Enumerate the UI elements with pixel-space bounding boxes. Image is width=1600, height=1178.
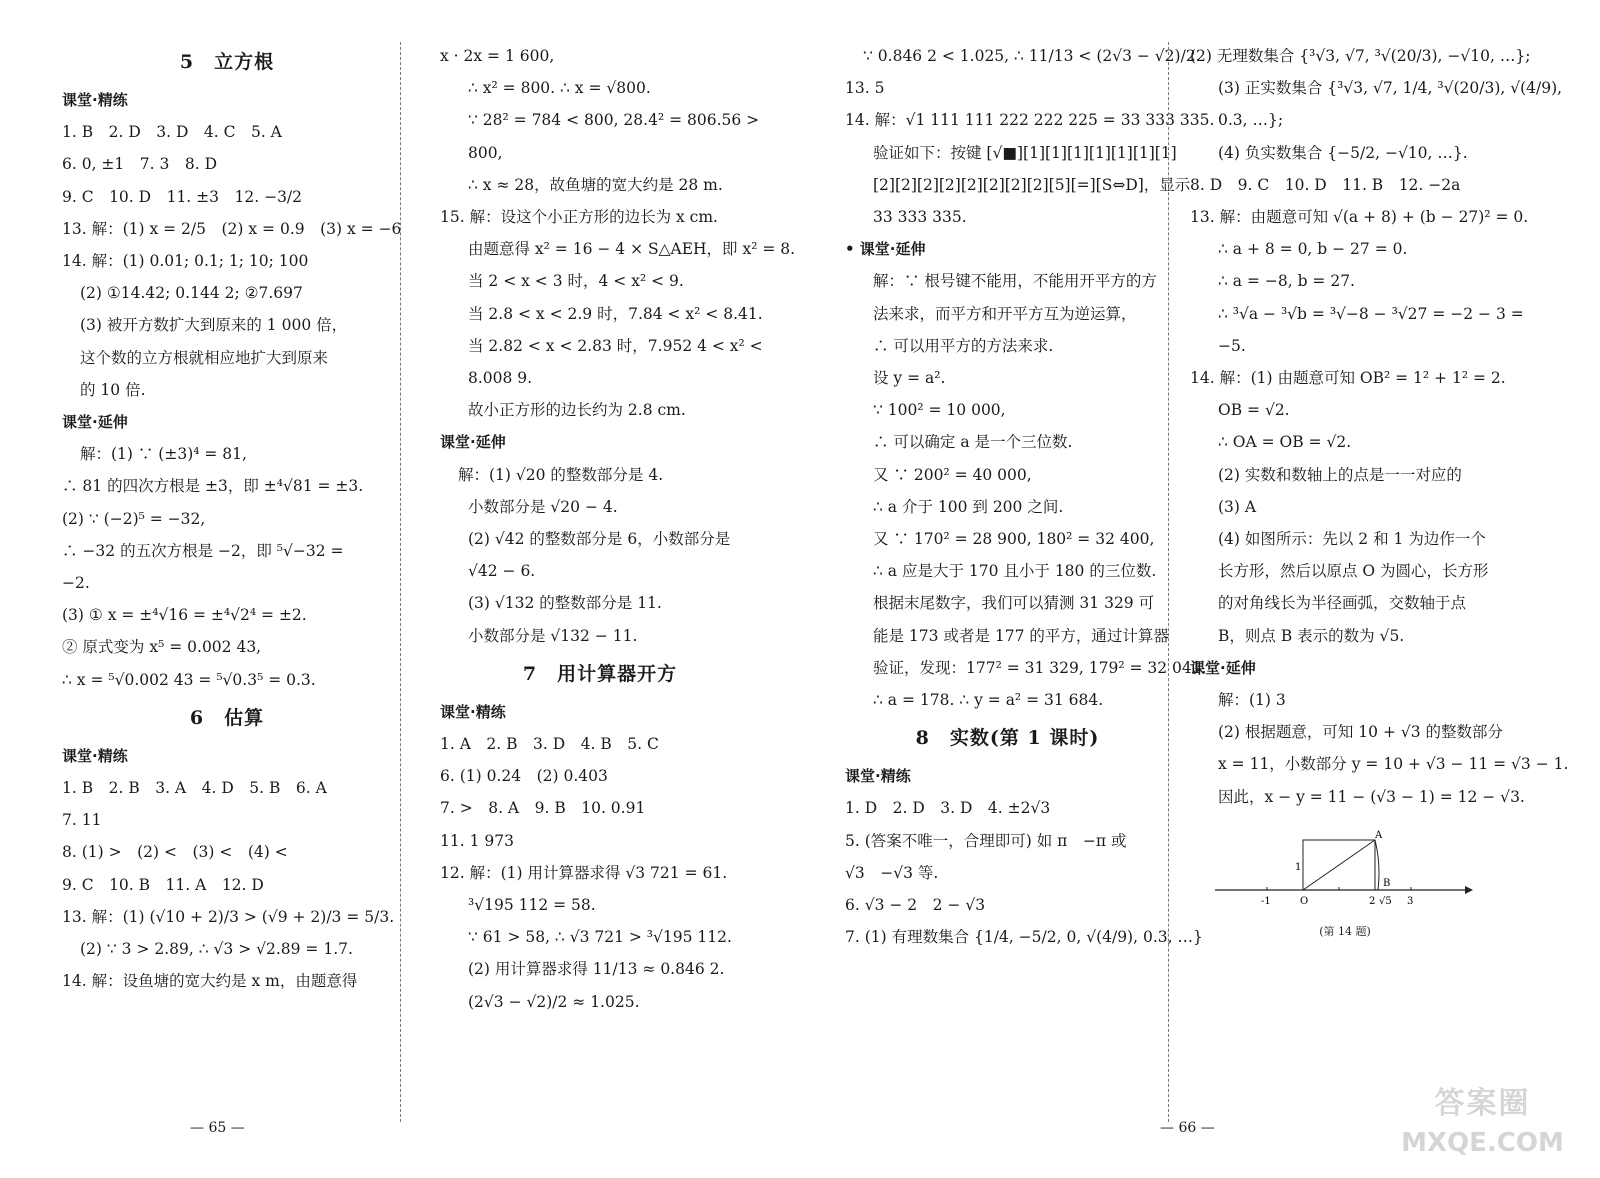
text-line: ∴ a = −8, b = 27. xyxy=(1218,272,1355,291)
text-line: ∴ OA = OB = √2. xyxy=(1218,433,1352,452)
dashed-divider-right xyxy=(1168,42,1169,1122)
label-2: 2 xyxy=(1369,896,1376,907)
text-line: 13. 解：(1) x = 2/5 (2) x = 0.9 (3) x = −6 xyxy=(62,219,402,238)
column-2 xyxy=(440,40,796,1018)
label-O: O xyxy=(1300,896,1309,907)
text-line: 验证如下：按键 [√■][1][1][1][1][1][1][1] xyxy=(873,143,1177,162)
text-line: 7. 11 xyxy=(62,811,102,830)
text-line: 0.3, …}; xyxy=(1218,111,1284,130)
text-line: ∴ a + 8 = 0, b − 27 = 0. xyxy=(1218,240,1408,259)
section-title: 5 立方根 xyxy=(179,51,275,73)
text-line: 8.008 9. xyxy=(468,369,533,388)
text-line: 小数部分是 √132 − 11. xyxy=(468,626,638,645)
label-A: A xyxy=(1375,830,1383,841)
subsection-heading: 课堂·精练 xyxy=(62,746,128,765)
text-line: 小数部分是 √20 − 4. xyxy=(468,497,618,516)
text-line: 的对角线长为半径画弧，交数轴于点 xyxy=(1218,594,1467,613)
text-line: 6. (1) 0.24 (2) 0.403 xyxy=(440,767,608,786)
text-line: ∴ 81 的四次方根是 ±3，即 ±⁴√81 = ±3. xyxy=(62,477,364,496)
number-line-figure xyxy=(1215,832,1475,942)
text-line: 13. 解：(1) (√10 + 2)/3 > (√9 + 2)/3 = 5/3. xyxy=(62,907,395,926)
text-line: 9. C 10. B 11. A 12. D xyxy=(62,875,264,894)
text-line: 又 ∵ 200² = 40 000, xyxy=(873,465,1032,484)
number-line-svg xyxy=(1215,832,1475,924)
text-line: 的 10 倍. xyxy=(80,380,146,399)
text-line: ∵ 61 > 58, ∴ √3 721 > ³√195 112. xyxy=(468,928,732,947)
text-line: (4) 如图所示：先以 2 和 1 为边作一个 xyxy=(1218,530,1486,549)
text-line: √3 −√3 等. xyxy=(845,863,939,882)
text-line: 6. √3 − 2 2 − √3 xyxy=(845,896,986,915)
text-line: (2) 根据题意，可知 10 + √3 的整数部分 xyxy=(1218,723,1504,742)
text-line: ∴ a = 178. ∴ y = a² = 31 684. xyxy=(873,691,1104,710)
section-title: 6 估算 xyxy=(189,706,265,729)
text-line: ② 原式变为 x⁵ = 0.002 43, xyxy=(62,638,262,657)
text-line: ∴ x = ⁵√0.002 43 = ⁵√0.3⁵ = 0.3. xyxy=(62,670,316,689)
section-title: 7 用计算器开方 xyxy=(522,662,678,685)
column-4 xyxy=(1190,40,1569,813)
text-line: 8. (1) > (2) < (3) < (4) < xyxy=(62,843,288,862)
text-line: (2) ∵ 3 > 2.89, ∴ √3 > √2.89 = 1.7. xyxy=(80,940,353,959)
text-line: (2) 用计算器求得 11/13 ≈ 0.846 2. xyxy=(468,960,725,979)
text-line: ∴ ³√a − ³√b = ³√−8 − ³√27 = −2 − 3 = xyxy=(1218,304,1524,323)
text-line: ∴ x ≈ 28，故鱼塘的宽大约是 28 m. xyxy=(468,175,723,194)
text-line: 15. 解：设这个小正方形的边长为 x cm. xyxy=(440,208,718,227)
text-line: 1. B 2. B 3. A 4. D 5. B 6. A xyxy=(62,779,327,798)
subsection-heading: 课堂·精练 xyxy=(845,767,911,786)
text-line: (2) ∵ (−2)⁵ = −32, xyxy=(62,509,206,528)
subsection-heading: 课堂·精练 xyxy=(440,702,506,721)
text-line: 11. 1 973 xyxy=(440,831,514,850)
text-line: OB = √2. xyxy=(1218,401,1290,420)
text-line: 13. 解：由题意可知 √(a + 8) + (b − 27)² = 0. xyxy=(1190,208,1529,227)
text-line: 12. 解：(1) 用计算器求得 √3 721 = 61. xyxy=(440,863,728,882)
subsection-heading: 课堂·延伸 xyxy=(62,413,128,432)
watermark-logo xyxy=(1395,1082,1570,1172)
subsection-heading: 课堂·延伸 xyxy=(440,433,506,452)
text-line: 6. 0, ±1 7. 3 8. D xyxy=(62,155,218,174)
text-line: 验证，发现：177² = 31 329, 179² = 32 041. xyxy=(873,658,1207,677)
dashed-divider-left xyxy=(400,42,401,1122)
text-line: 设 y = a². xyxy=(873,369,946,388)
text-line: ∵ 28² = 784 < 800, 28.4² = 806.56 > xyxy=(468,111,760,130)
text-line: 14. 解：设鱼塘的宽大约是 x m，由题意得 xyxy=(62,972,358,991)
text-line: 5. (答案不唯一，合理即可) 如 π −π 或 xyxy=(845,831,1127,850)
text-line: (3) 正实数集合 {³√3, √7, 1/4, ³√(20/3), √(4/9), xyxy=(1218,79,1563,98)
text-line: 当 2.82 < x < 2.83 时，7.952 4 < x² < xyxy=(468,336,763,355)
text-line: 故小正方形的边长约为 2.8 cm. xyxy=(468,401,686,420)
text-line: ∴ 可以用平方的方法来求. xyxy=(873,336,1054,355)
text-line: [2][2][2][2][2][2][2][2][5][=][S⇔D]，显示 xyxy=(873,175,1191,194)
label-sqrt5: √5 xyxy=(1379,896,1392,907)
text-line: 1. B 2. D 3. D 4. C 5. A xyxy=(62,123,282,142)
watermark-text: 答案圈 xyxy=(1434,1086,1531,1121)
text-line: 7. > 8. A 9. B 10. 0.91 xyxy=(440,799,646,818)
text-line: ∴ a 介于 100 到 200 之间. xyxy=(873,497,1064,516)
text-line: 33 333 335. xyxy=(873,208,967,227)
text-line: (3) ① x = ±⁴√16 = ±⁴√2⁴ = ±2. xyxy=(62,606,307,625)
page-number-right: — 66 — xyxy=(1160,1120,1215,1136)
text-line: 解：(1) √20 的整数部分是 4. xyxy=(458,465,664,484)
text-line: ∴ a 应是大于 170 且小于 180 的三位数. xyxy=(873,562,1157,581)
text-line: 14. 解：(1) 由题意可知 OB² = 1² + 1² = 2. xyxy=(1190,369,1506,388)
text-line: ∴ 可以确定 a 是一个三位数. xyxy=(873,433,1073,452)
text-line: 9. C 10. D 11. ±3 12. −3/2 xyxy=(62,187,303,206)
watermark-url: MXQE.COM xyxy=(1401,1128,1564,1158)
text-line: (2) ①14.42; 0.144 2; ②7.697 xyxy=(80,284,303,303)
text-line: x · 2x = 1 600, xyxy=(440,47,555,65)
text-line: ∴ x² = 800. ∴ x = √800. xyxy=(468,79,651,98)
text-line: (3) A xyxy=(1218,497,1257,516)
text-line: (2) √42 的整数部分是 6，小数部分是 xyxy=(468,530,731,549)
text-line: 当 2 < x < 3 时，4 < x² < 9. xyxy=(468,272,684,291)
text-line: 1. D 2. D 3. D 4. ±2√3 xyxy=(845,799,1051,818)
text-line: 解：∵ 根号键不能用，不能用开平方的方 xyxy=(873,272,1157,291)
text-line: (3) √132 的整数部分是 11. xyxy=(468,594,662,613)
text-line: −5. xyxy=(1218,336,1246,355)
text-line: 由题意得 x² = 16 − 4 × S△AEH，即 x² = 8. xyxy=(468,240,796,259)
text-line: x = 11，小数部分 y = 10 + √3 − 11 = √3 − 1. xyxy=(1218,755,1569,774)
section-title: 8 实数(第 1 课时) xyxy=(915,727,1100,750)
text-line: 这个数的立方根就相应地扩大到原来 xyxy=(80,348,329,367)
text-line: 解：(1) ∵ (±3)⁴ = 81, xyxy=(80,445,247,464)
text-line: ∵ 0.846 2 < 1.025, ∴ 11/13 < (2√3 − √2)/2. xyxy=(863,47,1201,65)
text-line: 13. 5 xyxy=(845,79,885,98)
text-line: (2) 实数和数轴上的点是一一对应的 xyxy=(1218,465,1462,484)
text-line: (2√3 − √2)/2 ≈ 1.025. xyxy=(468,992,640,1011)
label-minus1: -1 xyxy=(1261,896,1271,907)
text-line: 14. 解：√1 111 111 222 222 225 = 33 333 335. xyxy=(845,111,1215,130)
text-line: 解：(1) 3 xyxy=(1218,691,1286,710)
label-B: B xyxy=(1383,878,1391,889)
subsection-heading: 课堂·延伸 xyxy=(1190,658,1256,677)
text-line: 800, xyxy=(468,143,503,162)
figure-caption: (第 14 题) xyxy=(1319,925,1371,938)
text-line: B，则点 B 表示的数为 √5. xyxy=(1218,626,1405,645)
text-line: 1. A 2. B 3. D 4. B 5. C xyxy=(440,735,659,754)
subsection-heading: 课堂·精练 xyxy=(62,91,128,109)
text-line: ∵ 100² = 10 000, xyxy=(873,401,1006,420)
text-line: 当 2.8 < x < 2.9 时，7.84 < x² < 8.41. xyxy=(468,304,763,323)
column-3 xyxy=(845,40,1215,953)
text-line: ∴ −32 的五次方根是 −2，即 ⁵√−32 = xyxy=(62,541,344,560)
page-number-left: — 65 — xyxy=(190,1120,245,1136)
text-line: (3) 被开方数扩大到原来的 1 000 倍， xyxy=(80,316,348,335)
text-line: 8. D 9. C 10. D 11. B 12. −2a xyxy=(1190,175,1461,194)
label-1: 1 xyxy=(1295,862,1302,873)
text-line: (2) 无理数集合 {³√3, √7, ³√(20/3), −√10, …}; xyxy=(1190,47,1531,65)
text-line: 因此，x − y = 11 − (√3 − 1) = 12 − √3. xyxy=(1218,787,1525,806)
text-line: 根据末尾数字，我们可以猜测 31 329 可 xyxy=(873,594,1155,613)
subsection-heading: • 课堂·延伸 xyxy=(845,240,926,259)
text-line: 能是 173 或者是 177 的平方，通过计算器 xyxy=(873,626,1169,645)
text-line: ³√195 112 = 58. xyxy=(468,896,596,915)
label-3: 3 xyxy=(1407,896,1414,907)
text-line: 又 ∵ 170² = 28 900, 180² = 32 400, xyxy=(873,530,1155,549)
text-line: 法来求，而平方和开平方互为逆运算， xyxy=(873,304,1137,323)
text-line: 7. (1) 有理数集合 {1/4, −5/2, 0, √(4/9), 0.3, …} xyxy=(845,928,1203,947)
text-line: −2. xyxy=(62,574,90,593)
text-line: √42 − 6. xyxy=(468,562,536,581)
column-1 xyxy=(62,40,402,997)
text-line: 长方形，然后以原点 O 为圆心，长方形 xyxy=(1218,562,1489,581)
text-line: 14. 解：(1) 0.01; 0.1; 1; 10; 100 xyxy=(62,252,309,271)
text-line: (4) 负实数集合 {−5/2, −√10, …}. xyxy=(1218,143,1468,162)
